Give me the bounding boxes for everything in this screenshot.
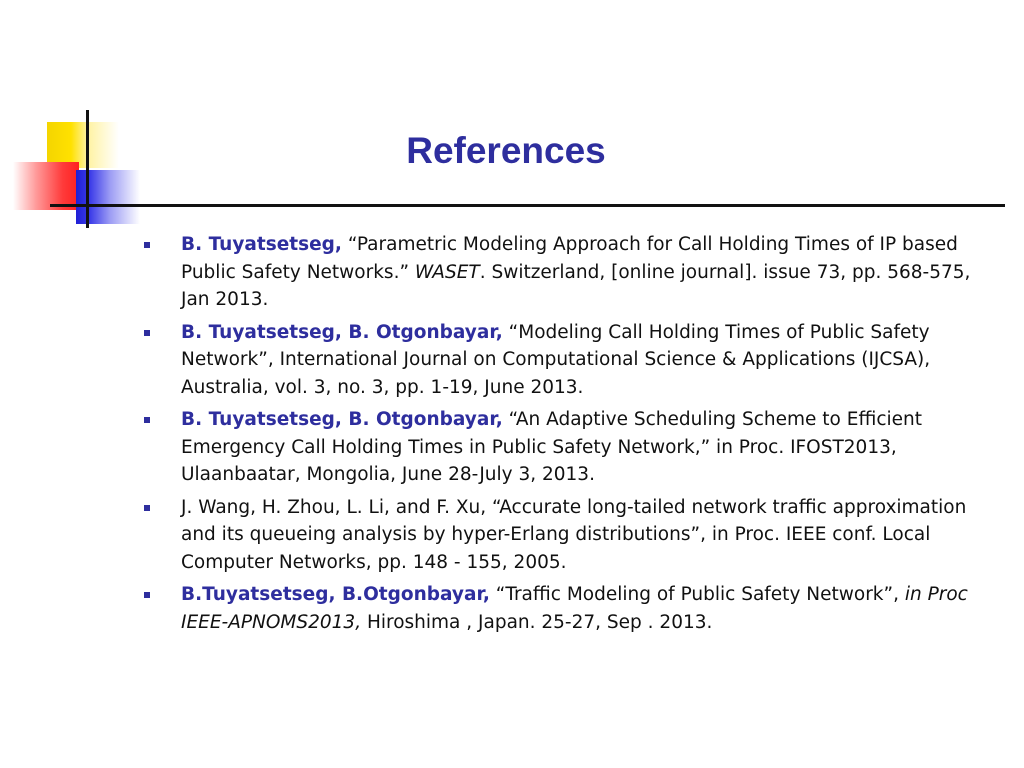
reference-venue: WASET <box>414 261 480 283</box>
bullet-icon <box>144 330 150 336</box>
reference-text: J. Wang, H. Zhou, L. Li, and F. Xu, “Accurate long-tailed network traffic approximation and its queueing analysis by hyper-Erlang distributions”, in Proc. IEEE conf. Local Computer Networks, pp. 148 - 155, 2005. <box>181 496 967 573</box>
reference-authors: B.Tuyatsetseg, B.Otgonbayar, <box>181 584 490 605</box>
reference-authors: B. Tuyatsetseg, B. Otgonbayar, <box>181 321 503 343</box>
logo-blue-square <box>76 170 110 224</box>
reference-title: “Parametric Modeling Approach for Call Holding Times of IP based Public Safety Networks.” <box>181 234 958 283</box>
reference-authors: B. Tuyatsetseg, B. Otgonbayar, <box>181 409 503 430</box>
reference-item <box>138 319 998 402</box>
bullet-icon <box>144 242 150 248</box>
reference-item <box>138 494 998 577</box>
bullet-icon <box>144 505 150 511</box>
reference-list <box>138 231 998 641</box>
bullet-icon <box>144 592 150 598</box>
logo-blue-fade <box>110 170 140 224</box>
reference-item <box>138 406 998 489</box>
reference-venue: in Proc IEEE-APNOMS2013, <box>181 584 968 633</box>
reference-item <box>138 581 998 636</box>
reference-title: “Traffic Modeling of Public Safety Network”, <box>489 584 905 605</box>
reference-item <box>138 231 998 314</box>
bullet-icon <box>144 417 150 423</box>
reference-authors: B. Tuyatsetseg, <box>181 234 342 255</box>
reference-title: “Modeling Call Holding Times of Public Safety Network”, International Journal on Computational Science & Applications (IJCSA), Australia, vol. 3, no. 3, pp. 1-19, June 2013. <box>181 321 931 398</box>
slide-title: References <box>406 130 606 171</box>
reference-details: . Switzerland, [online journal]. issue 73, pp. 568-575, Jan 2013. <box>181 261 971 310</box>
title-divider-line <box>50 204 1005 207</box>
reference-details: Hiroshima , Japan. 25-27, Sep . 2013. <box>361 611 713 633</box>
reference-title: “An Adaptive Scheduling Scheme to Efficient Emergency Call Holding Times in Public Safety Network,” in Proc. IFOST2013, Ulaanbaatar, Mongolia, June 28-July 3, 2013. <box>181 409 923 485</box>
